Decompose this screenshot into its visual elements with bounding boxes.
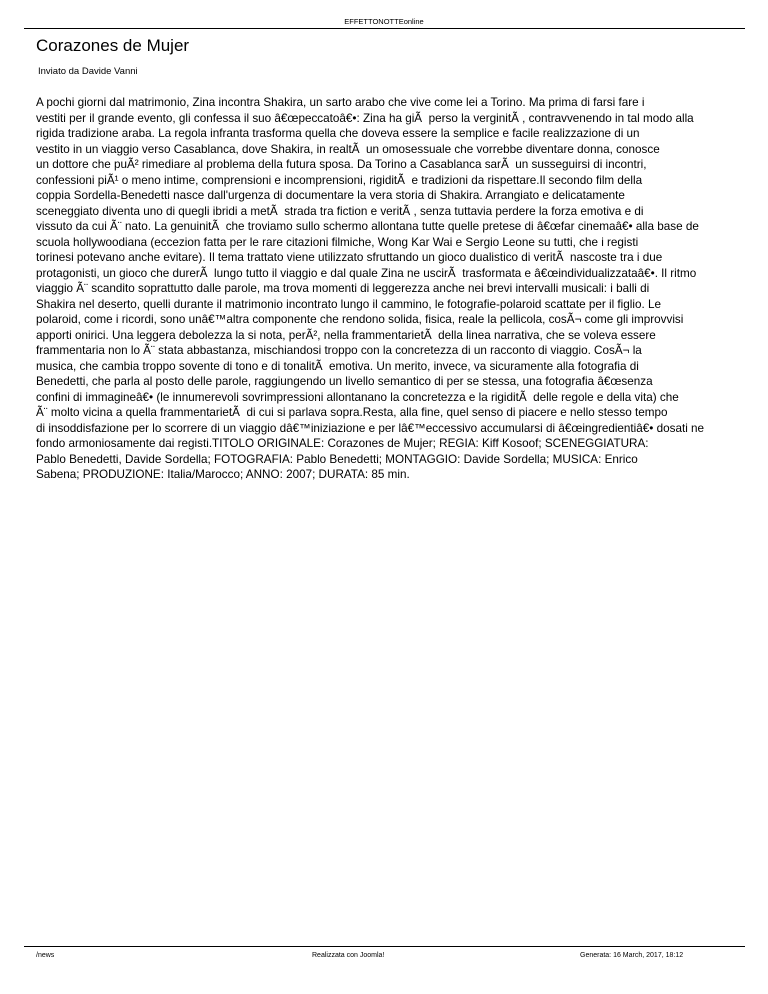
article-line: A pochi giorni dal matrimonio, Zina incontra Shakira, un sarto arabo che vive come lei a Torino. Ma prima di farsi fare i xyxy=(36,96,645,109)
footer-generated: Generata: 16 March, 2017, 18:12 xyxy=(580,952,684,959)
article-line: Ã¨ molto vicina a quella frammentarietÃ di cui si parlava sopra.Resta, alla fine, quel senso di piacere e nello stesso tempo xyxy=(36,406,668,419)
article-line: Pablo Benedetti, Davide Sordella; FOTOGRAFIA: Pablo Benedetti; MONTAGGIO: Davide Sordella; MUSICA: Enrico xyxy=(36,452,638,466)
article-line: frammentaria non lo Ã¨ stata abbastanza, mischiandosi troppo con la concretezza di un racconto di viaggio. CosÃ¬ la xyxy=(36,344,642,357)
article-line: confini di immagineâ€• (le innumerevoli sovrimpressioni allontanano la concretezza e la rigiditÃ delle regole e della vita) che xyxy=(36,390,679,404)
article-line: confessioni piÃ¹ o meno intime, comprensioni e incomprensioni, rigiditÃ e tradizioni da rispettare.Il secondo film della xyxy=(36,173,643,187)
article-title: Corazones de Mujer xyxy=(36,36,190,55)
article-line: viaggio Ã¨ scandito soprattutto dalle parole, ma trova momenti di leggerezza anche nei brevi intervalli musicali: i balli di xyxy=(36,282,650,295)
article-line: un dottore che puÃ² rimediare al problema della futura sposa. Da Torino a Casablanca sarÃ un susseguirsi di incontri, xyxy=(36,158,647,171)
article-line: polaroid, come i ricordi, sono unâ€™altra componente che rendono solida, fisica, reale la pellicola, cosÃ¬ come gli improvvisi xyxy=(36,313,684,326)
article-line: apporti onirici. Una leggera debolezza la si nota, perÃ², nella frammentarietÃ della linea narrativa, che se voleva essere xyxy=(36,328,656,342)
article-line: vestito in un viaggio verso Casablanca, dove Shakira, in realtÃ un omosessuale che vorrebbe diventare donna, conosce xyxy=(36,142,660,156)
article-line: protagonisti, un gioco che durerÃ lungo tutto il viaggio e dal quale Zina ne uscirÃ trasformata e â€œindividualizzataâ€•. Il ritmo xyxy=(36,266,697,280)
article-line: Benedetti, che parla al posto delle parole, raggiungendo un livello semantico di per se stessa, una fotografia â€œsenza xyxy=(36,375,653,388)
article-line: musica, che cambia troppo sovente di tono e di tonalitÃ emotiva. Un merito, invece, va sicuramente alla fotografia di xyxy=(36,359,639,373)
article-line: fondo armoniosamente dai registi.TITOLO ORIGINALE: Corazones de Mujer; REGIA: Kiff Kosoof; SCENEGGIATURA: xyxy=(36,437,649,450)
article-line: coppia Sordella-Benedetti nasce dall'urgenza di documentare la vera storia di Shakira. Arrangiato e delicatamente xyxy=(36,189,625,202)
article-line: vestiti per il grande evento, gli confessa il suo â€œpeccatoâ€•: Zina ha giÃ perso la verginitÃ , contravvenendo in tal modo alla xyxy=(36,111,694,125)
article-byline: Inviato da Davide Vanni xyxy=(38,66,138,77)
footer-path: /news xyxy=(36,952,55,959)
article-line: scuola hollywoodiana (eccezion fatta per le rare citazioni filmiche, Wong Kar Wai e Sergio Leone su tutti, che i registi xyxy=(36,235,639,249)
footer-divider xyxy=(24,946,745,947)
article-line: rigida tradizione araba. La regola infranta trasforma quella che doveva essere la semplice e facile realizzazione di un xyxy=(36,127,640,140)
article-body xyxy=(36,95,768,483)
site-header: EFFETTONOTTEonline xyxy=(344,17,424,26)
article-line: Shakira nel deserto, quelli durante il matrimonio incontrato lungo il cammino, le fotografie-polaroid scattate per il figlio. Le xyxy=(36,297,661,311)
article-line: torinesi potevano anche evitare). Il tema trattato viene utilizzato sfruttando un gioco dualistico di veritÃ nascoste tra i due xyxy=(36,251,663,264)
article-line: di insoddisfazione per lo scorrere di un viaggio dâ€™iniziazione e per lâ€™eccessivo accumularsi di â€œingredientiâ€• dosati ne xyxy=(36,421,705,435)
article-line: vissuto da cui Ã¨ nato. La genuinitÃ che troviamo sullo schermo allontana tutte quelle pretese di â€œfar cinemaâ€• alla base de xyxy=(36,220,699,233)
footer-credit: Realizzata con Joomla! xyxy=(312,952,385,959)
header-divider xyxy=(24,28,745,29)
article-line: Sabena; PRODUZIONE: Italia/Marocco; ANNO: 2007; DURATA: 85 min. xyxy=(36,468,410,481)
article-line: sceneggiato diventa uno di quegli ibridi a metÃ strada tra fiction e veritÃ , senza tuttavia perdere la forza emotiva e di xyxy=(36,204,644,218)
